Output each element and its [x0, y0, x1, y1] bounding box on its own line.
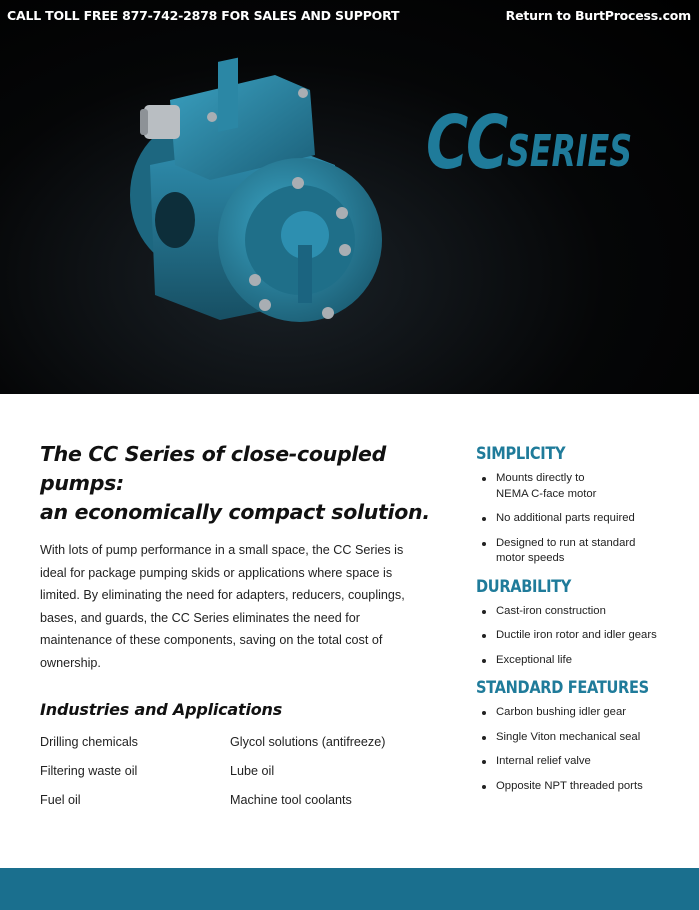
main-column — [40, 440, 430, 808]
feature-text: Mounts directly to — [496, 472, 585, 484]
industries-list — [40, 734, 430, 808]
feature-text: Opposite NPT threaded ports — [496, 779, 643, 792]
simplicity-list — [476, 471, 686, 567]
section-simplicity — [476, 443, 686, 567]
section-title: SIMPLICITY — [476, 444, 566, 464]
feature-item — [476, 628, 686, 644]
feature-text: Designed to run at standard — [496, 536, 636, 549]
industry-item: Glycol solutions (antifreeze) — [230, 735, 386, 749]
feature-text: Exceptional life — [496, 653, 572, 666]
footer-band — [0, 868, 699, 910]
section-title: STANDARD FEATURES — [476, 678, 649, 698]
industry-item: Filtering waste oil — [40, 764, 138, 778]
feature-text: Ductile iron rotor and idler gears — [496, 629, 657, 641]
hero-banner — [0, 0, 699, 394]
section-title: DURABILITY — [476, 576, 572, 597]
standard-features-list — [476, 705, 686, 794]
intro-paragraph: With lots of pump performance in a small space, the CC Series is ideal for package pumping skids or applications where space is limited. By eliminating the need for adapters, reducers, couplings, bases, and guards, the CC Series eliminates the need for maintenance of these components, saving on the total cost of ownership. — [40, 543, 405, 670]
feature-item — [476, 536, 686, 567]
industry-item: Drilling chemicals — [40, 735, 138, 749]
headline-line-1: The CC Series of close-coupled pumps: — [40, 442, 387, 495]
logo-cc-letters: CC — [426, 100, 507, 186]
headline-line-2: an economically compact solution. — [40, 500, 430, 524]
feature-item — [476, 730, 686, 746]
industry-item: Fuel oil — [40, 793, 81, 807]
feature-text: Carbon bushing idler gear — [496, 706, 626, 718]
feature-text: NEMA C-face motor — [496, 487, 597, 500]
feature-item — [476, 653, 686, 669]
return-to-site-link[interactable]: Return to BurtProcess.com — [505, 7, 691, 23]
feature-item — [476, 604, 686, 620]
feature-text: No additional parts required — [496, 512, 635, 524]
logo-series-word: SERIES — [506, 126, 632, 177]
features-sidebar — [476, 443, 686, 803]
feature-item — [476, 705, 686, 721]
feature-text: motor speeds — [496, 552, 565, 564]
feature-item — [476, 754, 686, 770]
industry-item: Lube oil — [230, 764, 275, 778]
feature-item — [476, 471, 686, 502]
feature-item — [476, 511, 686, 527]
cc-series-logo — [426, 100, 680, 186]
pump-image — [100, 45, 400, 345]
industry-item: Machine tool coolants — [230, 793, 352, 807]
call-toll-free-link[interactable]: CALL TOLL FREE 877-742-2878 FOR SALES AND SUPPORT — [7, 7, 400, 23]
headline — [40, 440, 430, 527]
industries-title: Industries and Applications — [40, 700, 283, 719]
feature-text: Internal relief valve — [496, 755, 591, 767]
section-durability — [476, 576, 686, 669]
feature-text: Single Viton mechanical seal — [496, 730, 641, 743]
top-bar — [0, 0, 699, 30]
feature-text: Cast-iron construction — [496, 604, 606, 617]
durability-list — [476, 604, 686, 669]
section-standard-features — [476, 677, 686, 794]
feature-item — [476, 779, 686, 795]
